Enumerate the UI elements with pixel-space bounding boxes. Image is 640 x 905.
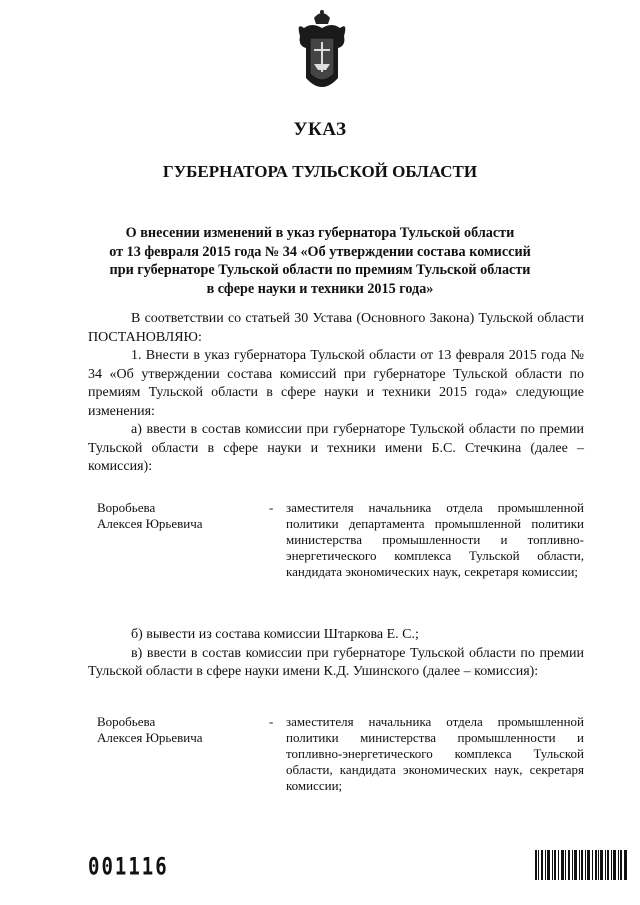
heading-line: при губернаторе Тульской области по премиям Тульской области [109,262,531,278]
member-given-names: Алексея Юрьевича [97,516,203,531]
heading-line: в сфере науки и техники 2015 года» [206,280,434,297]
body-block-changes [88,626,584,682]
body-block-intro [88,310,584,477]
member-name [97,500,203,532]
member-name [97,714,203,746]
paragraph-item-b: б) вывести из состава комиссии Штаркова Е. С.; [131,627,419,642]
member-position: заместителя начальника отдела промышленной политики департамента промышленной политики министерства промышленности и топливно-энергетического комплекса Тульской области, кандидата экономических наук, секретаря комиссии; [286,500,584,579]
document-subtitle: ГУБЕРНАТОРА ТУЛЬСКОЙ ОБЛАСТИ [162,162,478,181]
member-surname: Воробьева [97,500,156,515]
entry-dash: - [269,500,274,515]
paragraph-item-c: в) ввести в состав комиссии при губернаторе Тульской области по премии Тульской области в сфере науки имени К.Д. Ушинского (далее – комиссия): [88,645,584,679]
member-position: заместителя начальника отдела промышленной политики министерства промышленности и топливно-энергетического комплекса Тульской области, кандидата экономических наук, секретаря комиссии; [286,714,584,793]
decree-heading [0,224,640,298]
paragraph-preamble: В соответствии со статьей 30 Устава (Основного Закона) Тульской области ПОСТАНОВЛЯЮ: [88,311,584,345]
paragraph-item-1: 1. Внести в указ губернатора Тульской области от 13 февраля 2015 года № 34 «Об утверждении состава комиссий при губернаторе Тульской области по премиям Тульской области в сфере науки и техники 2015 года» следующие изменения: [88,348,584,419]
coat-of-arms-emblem [296,8,348,96]
entry-dash: - [269,714,274,729]
heading-line: от 13 февраля 2015 года № 34 «Об утверждении состава комиссий [109,243,531,260]
barcode-icon [535,850,627,880]
member-given-names: Алексея Юрьевича [97,730,203,745]
member-surname: Воробьева [97,714,156,729]
document-number: 001116 [88,853,169,881]
document-title: УКАЗ [293,119,347,140]
heading-line: О внесении изменений в указ губернатора Тульской области [125,225,515,241]
paragraph-item-a: а) ввести в состав комиссии при губернаторе Тульской области по премии Тульской области в сфере науки и техники имени Б.С. Стечкина (далее – комиссия): [88,422,584,474]
